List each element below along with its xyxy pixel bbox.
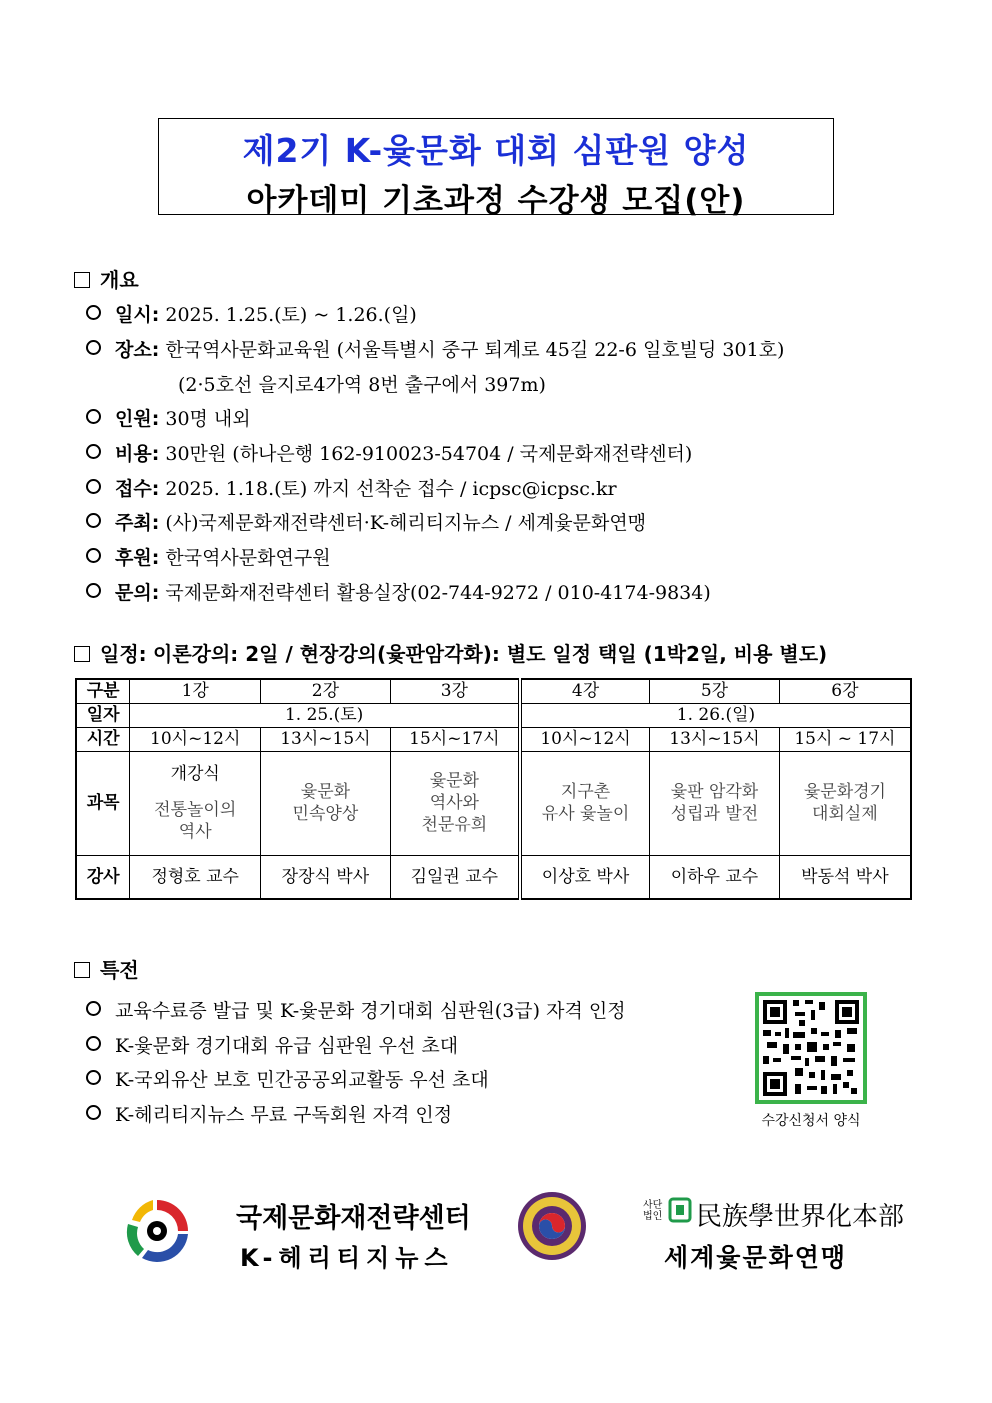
circle-bullet-icon <box>86 513 101 528</box>
instructor-cell: 박동석 박사 <box>779 855 911 899</box>
overview-place-directions: (2·5호선 을지로4가역 8번 출구에서 397m) <box>178 374 546 396</box>
overview-heading: 개요 <box>74 264 139 293</box>
benefits-heading: 특전 <box>74 954 139 983</box>
date-cell: 1. 26.(일) <box>520 703 911 727</box>
circle-bullet-icon <box>86 340 101 355</box>
yut-federation-emblem-icon <box>516 1190 588 1262</box>
instructor-cell: 김일권 교수 <box>390 855 520 899</box>
subject-cell: 지구촌 유사 윷놀이 <box>520 751 650 855</box>
subject-cell: 윷판 암각화 성립과 발전 <box>650 751 780 855</box>
checkbox-square-icon <box>74 646 90 662</box>
checkbox-square-icon <box>74 272 90 288</box>
qr-code-icon[interactable] <box>755 992 867 1104</box>
session-cell: 3강 <box>390 679 520 703</box>
overview-item-place: 장소: 한국역사문화교육원 (서울특별시 중구 퇴계로 45길 22-6 일호빌딩 301호) <box>86 335 784 362</box>
circle-bullet-icon <box>86 1036 101 1051</box>
row-header: 과목 <box>76 751 130 855</box>
title-line-2: 아카데미 기초과정 수강생 모집(안) <box>246 183 746 219</box>
table-row-times <box>76 727 911 751</box>
instructor-cell: 장장식 박사 <box>261 855 391 899</box>
row-header: 시간 <box>76 727 130 751</box>
circle-bullet-icon <box>86 1105 101 1120</box>
org1-subtitle: K-헤리티지뉴스 <box>240 1244 454 1272</box>
time-cell: 15시~17시 <box>390 727 520 751</box>
org2-prefix: 사단 법인 <box>643 1200 663 1222</box>
circle-bullet-icon <box>86 583 101 598</box>
instructor-cell: 정형호 교수 <box>130 855 261 899</box>
subject-cell: 윷문화 역사와 천문유희 <box>390 751 520 855</box>
session-cell: 2강 <box>261 679 391 703</box>
org2-subtitle: 세계윷문화연맹 <box>664 1243 848 1272</box>
table-row-instructors <box>76 855 911 899</box>
benefit-item: K-국외유산 보호 민간공공외교활동 우선 초대 <box>86 1065 489 1092</box>
session-cell: 1강 <box>130 679 261 703</box>
overview-item-contact: 문의: 국제문화재전략센터 활용실장(02-744-9272 / 010-4174-9834) <box>86 578 711 605</box>
session-cell: 4강 <box>520 679 650 703</box>
overview-item-cost: 비용: 30만원 (하나은행 162-910023-54704 / 국제문화재전략센터) <box>86 439 692 466</box>
benefit-item: K-헤리티지뉴스 무료 구독회원 자격 인정 <box>86 1100 452 1127</box>
org1-name: 국제문화재전략센터 <box>236 1203 471 1234</box>
instructor-cell: 이상호 박사 <box>520 855 650 899</box>
date-cell: 1. 25.(토) <box>130 703 520 727</box>
row-header: 강사 <box>76 855 130 899</box>
benefit-item: K-윷문화 경기대회 유급 심판원 우선 초대 <box>86 1031 458 1058</box>
overview-item-registration: 접수: 2025. 1.18.(토) 까지 선착순 접수 / icpsc@icpsc.kr <box>86 474 617 501</box>
circle-bullet-icon <box>86 1070 101 1085</box>
session-cell: 6강 <box>779 679 911 703</box>
time-cell: 15시 ~ 17시 <box>779 727 911 751</box>
overview-item-capacity: 인원: 30명 내외 <box>86 404 251 431</box>
circle-bullet-icon <box>86 548 101 563</box>
benefit-item: 교육수료증 발급 및 K-윷문화 경기대회 심판원(3급) 자격 인정 <box>86 996 626 1023</box>
session-cell: 5강 <box>650 679 780 703</box>
circle-bullet-icon <box>86 479 101 494</box>
title-box <box>158 118 834 219</box>
circle-bullet-icon <box>86 409 101 424</box>
row-header: 구분 <box>76 679 130 703</box>
schedule-heading: 일정: 이론강의: 2일 / 현장강의(윷판암각화): 별도 일정 택일 (1박2일, 비용 별도) <box>74 638 827 667</box>
time-cell: 13시~15시 <box>650 727 780 751</box>
time-cell: 13시~15시 <box>261 727 391 751</box>
row-header: 일자 <box>76 703 130 727</box>
qr-caption: 수강신청서 양식 <box>761 1113 861 1129</box>
icpsc-logo-icon <box>120 1194 194 1268</box>
overview-item-sponsor: 후원: 한국역사문화연구원 <box>86 543 331 570</box>
circle-bullet-icon <box>86 1001 101 1016</box>
circle-bullet-icon <box>86 444 101 459</box>
table-row-subjects <box>76 751 911 855</box>
table-row-dates <box>76 703 911 727</box>
checkbox-square-icon <box>74 962 90 978</box>
org2-name: 民族學世界化本部 <box>696 1202 905 1232</box>
instructor-cell: 이하우 교수 <box>650 855 780 899</box>
subject-opening: 개강식 <box>170 764 220 784</box>
schedule-table <box>75 678 912 900</box>
time-cell: 10시~12시 <box>130 727 261 751</box>
overview-item-host: 주최: (사)국제문화재전략센터·K-헤리티지뉴스 / 세계윷문화연맹 <box>86 508 646 535</box>
org2-seal-icon <box>668 1197 692 1223</box>
subject-cell: 윷문화경기 대회실제 <box>779 751 911 855</box>
table-row-sessions <box>76 679 911 703</box>
overview-item-date: 일시: 2025. 1.25.(토) ~ 1.26.(일) <box>86 300 417 327</box>
title-line-1: 제2기 K-윷문화 대회 심판원 양성 <box>242 131 750 170</box>
subject-cell: 개강식 전통놀이의 역사 <box>130 751 261 855</box>
time-cell: 10시~12시 <box>520 727 650 751</box>
circle-bullet-icon <box>86 305 101 320</box>
subject-cell: 윷문화 민속양상 <box>261 751 391 855</box>
